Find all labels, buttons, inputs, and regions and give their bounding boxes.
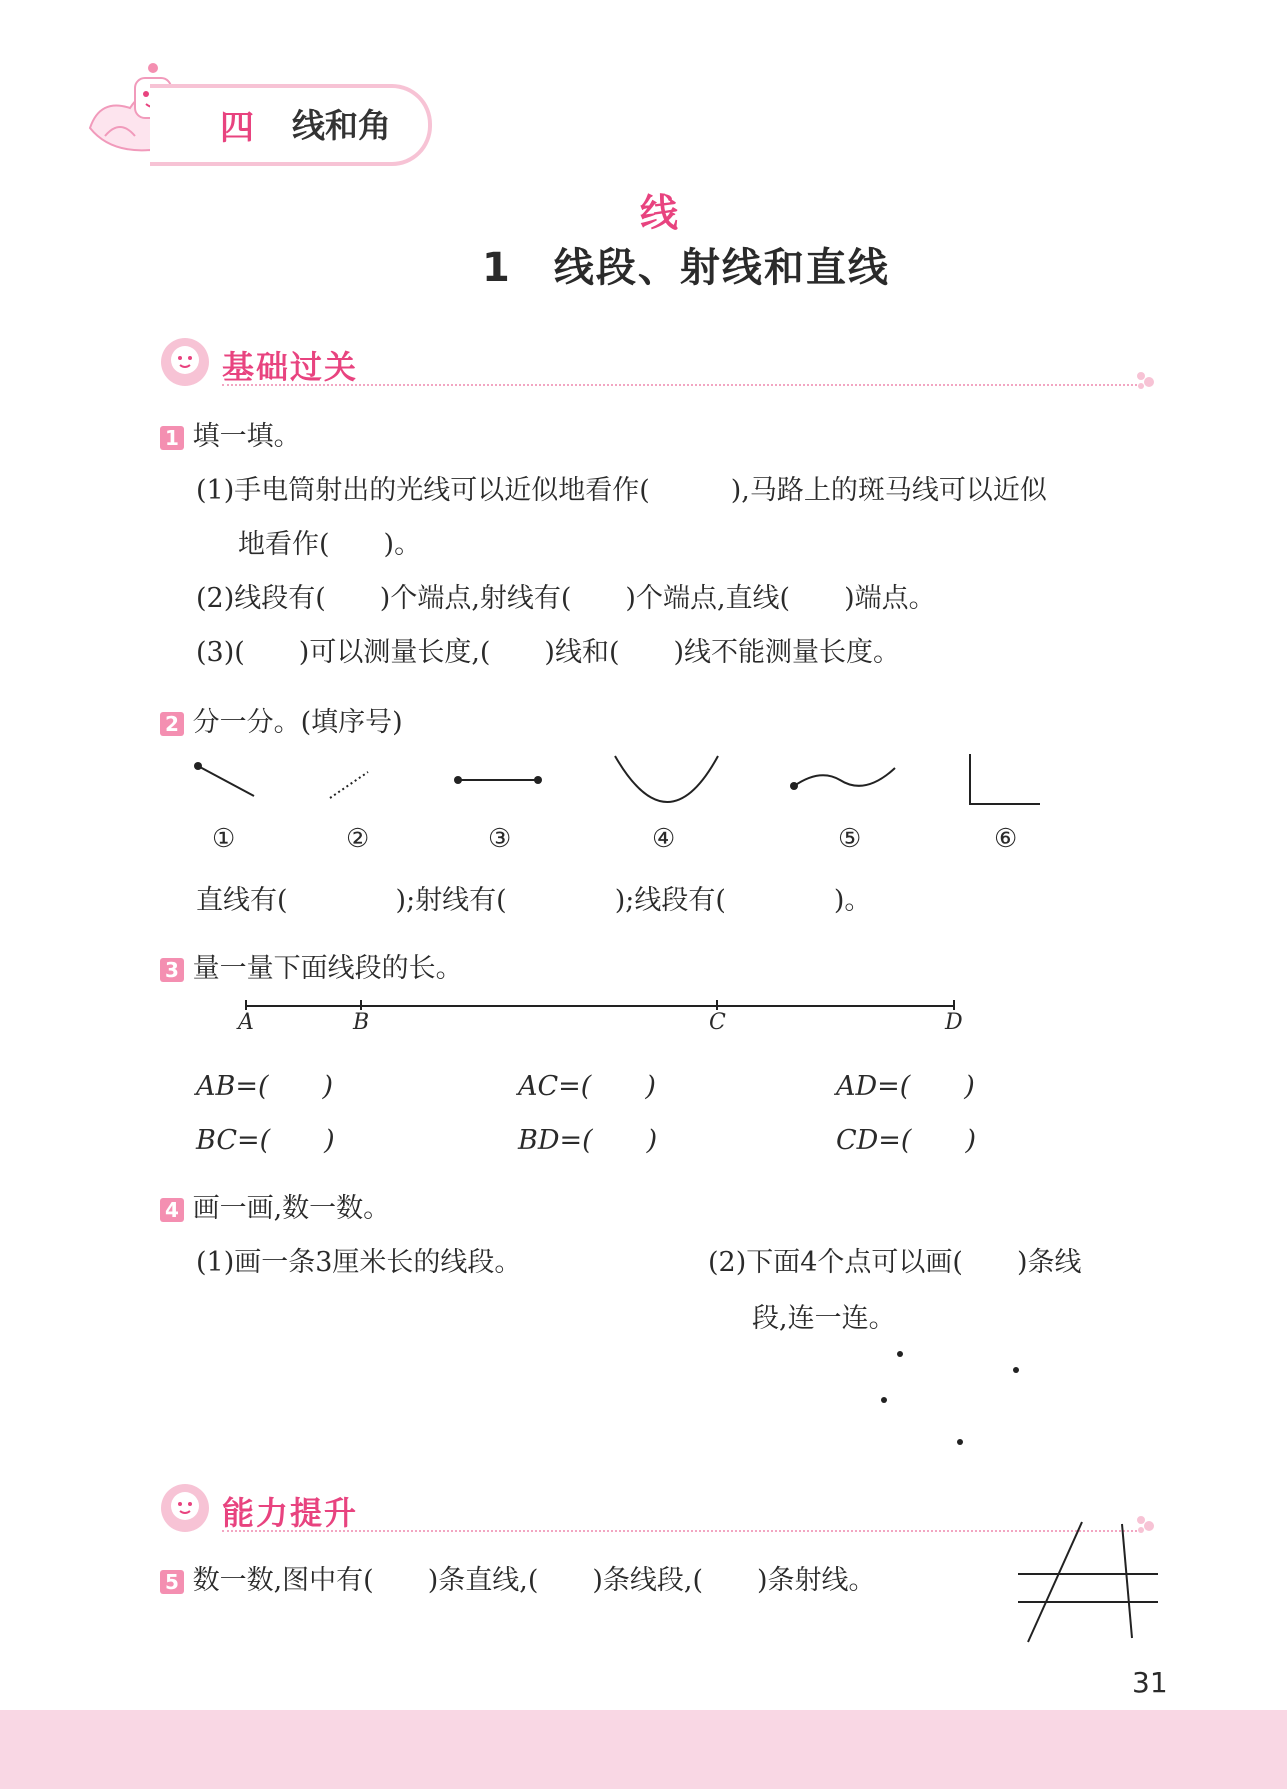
figure-label-4: ④	[652, 824, 676, 854]
section-divider-basic	[222, 384, 1137, 386]
question-1-badge: 1	[160, 426, 184, 450]
question-3-badge: 3	[160, 958, 184, 982]
question-4-badge: 4	[160, 1198, 184, 1222]
section-title-basic: 基础过关	[222, 348, 359, 386]
figure-label-6: ⑥	[994, 824, 1018, 854]
figure-4-curve	[615, 756, 718, 802]
question-4-title: 画一画,数一数。	[192, 1193, 391, 1224]
measure-ad: AD=( )	[836, 1071, 975, 1102]
figure-1-ray	[194, 762, 254, 796]
point-label-d: D	[945, 1010, 963, 1035]
figure-3-segment	[454, 776, 542, 784]
question-2-badge: 2	[160, 712, 184, 736]
question-2-title-row	[160, 700, 403, 739]
point-label-b: B	[353, 1010, 370, 1035]
q1-line-1: (1)手电筒射出的光线可以近似地看作( ),马路上的斑马线可以近似	[196, 475, 1047, 506]
figure-5-wave	[790, 768, 895, 790]
q2-answer-line: 直线有( );射线有( );线段有( )。	[196, 885, 872, 916]
chapter-title: 线和角	[292, 106, 391, 145]
figure-2-dotted-line	[330, 772, 368, 798]
question-5-badge: 5	[160, 1570, 184, 1594]
chapter-number: 四	[220, 108, 254, 148]
section-icon-advanced	[158, 1482, 212, 1534]
q1-line-3: (2)线段有( )个端点,射线有( )个端点,直线( )端点。	[196, 583, 936, 614]
footer-band	[0, 1710, 1287, 1789]
measure-ac: AC=( )	[518, 1071, 656, 1102]
question-1-title: 填一填。	[192, 421, 301, 452]
point-label-a: A	[238, 1010, 254, 1035]
question-2-title: 分一分。(填序号)	[192, 707, 403, 738]
q4-part-1: (1)画一条3厘米长的线段。	[196, 1247, 522, 1278]
q3-number-line	[236, 996, 966, 1026]
q1-line-2: 地看作( )。	[238, 529, 422, 560]
q2-figures	[180, 748, 1060, 818]
q4-part-2b: 段,连一连。	[752, 1303, 896, 1334]
figure-label-5: ⑤	[838, 824, 862, 854]
unit-title: 线	[640, 191, 679, 235]
figure-label-1: ①	[212, 824, 236, 854]
figure-6-angle	[970, 754, 1040, 804]
figure-label-3: ③	[488, 824, 512, 854]
section-icon-basic	[158, 336, 212, 388]
figure-label-2: ②	[346, 824, 370, 854]
point-label-c: C	[709, 1010, 726, 1035]
lesson-title: 1 线段、射线和直线	[482, 245, 890, 291]
q4-part-2a: (2)下面4个点可以画( )条线	[708, 1247, 1082, 1278]
question-3-title: 量一量下面线段的长。	[192, 953, 463, 984]
measure-bd: BD=( )	[518, 1125, 658, 1156]
divider-dots-icon	[1136, 370, 1156, 390]
section-title-advanced: 能力提升	[222, 1494, 359, 1532]
section-divider-advanced	[222, 1530, 1137, 1532]
measure-cd: CD=( )	[836, 1125, 976, 1156]
question-1-title-row	[160, 414, 301, 453]
question-4-title-row	[160, 1186, 390, 1225]
question-5-row	[160, 1558, 876, 1597]
measure-ab: AB=( )	[196, 1071, 334, 1102]
q5-line-figure	[1010, 1508, 1170, 1648]
q1-line-4: (3)( )可以测量长度,( )线和( )线不能测量长度。	[196, 637, 901, 668]
page-number: 31	[1132, 1666, 1168, 1699]
question-5-text: 数一数,图中有( )条直线,( )条线段,( )条射线。	[192, 1565, 876, 1596]
q4-four-points	[860, 1340, 1040, 1450]
measure-bc: BC=( )	[196, 1125, 335, 1156]
question-3-title-row	[160, 946, 463, 985]
